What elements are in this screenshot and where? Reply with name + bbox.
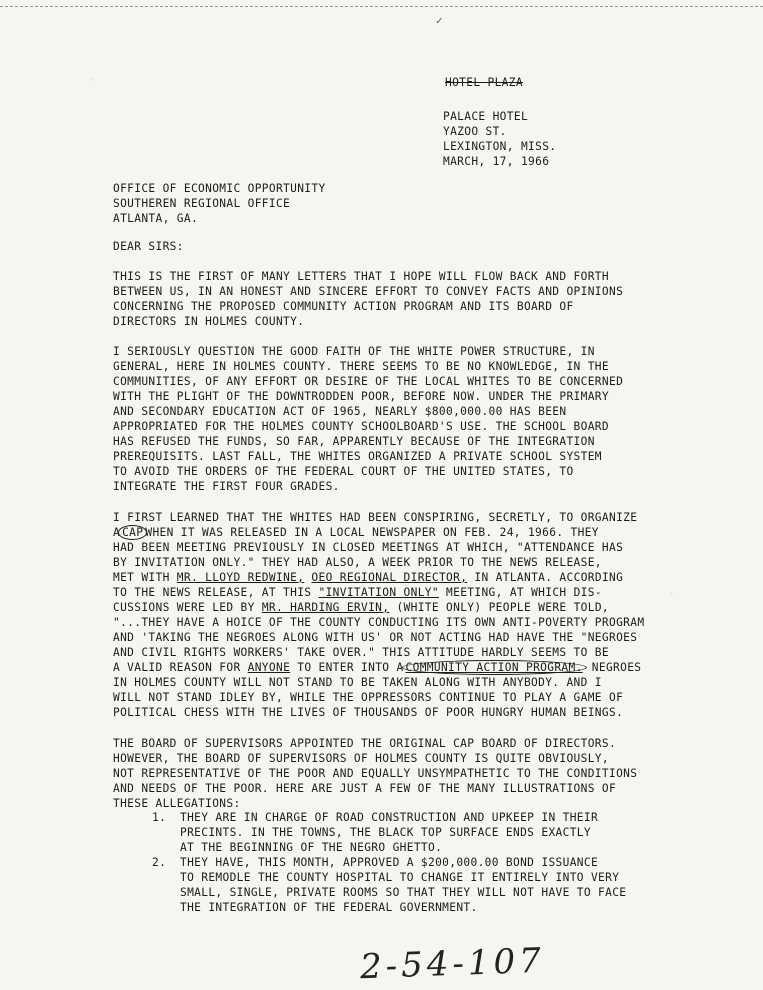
underlined-oeo-director: OEO REGIONAL DIRECTOR, — [311, 571, 468, 584]
para3-line: WILL NOT STAND IDLEY BY, WHILE THE OPPRESSORS CONTINUE TO PLAY A GAME OF — [113, 691, 624, 704]
address-line-1: PALACE HOTEL — [443, 110, 529, 123]
para3-text: MEETING, AT WHICH DIS- — [446, 586, 602, 599]
list-item-line: TO REMODLE THE COUNTY HOSPITAL TO CHANGE IT ENTIRELY INTO VERY — [180, 871, 620, 884]
letter-date: MARCH, 17, 1966 — [443, 155, 550, 168]
list-item-line: THE INTEGRATION OF THE FEDERAL GOVERNMENT. — [180, 901, 478, 914]
para3-line: AND CIVIL RIGHTS WORKERS' TAKE OVER." THIS ATTITUDE HARDLY SEEMS TO BE — [113, 646, 609, 659]
para4-line: THESE ALLEGATIONS: — [113, 797, 241, 810]
para3-line: AND 'TAKING THE NEGROES ALONG WITH US' OR NOT ACTING HAD HAVE THE "NEGROES — [113, 631, 638, 644]
para2-line: COMMUNITIES, OF ANY EFFORT OR DESIRE OF THE LOCAL WHITES TO BE CONCERNED — [113, 375, 624, 388]
para2-line: APPROPRIATED FOR THE HOLMES COUNTY SCHOOLBOARD'S USE. THE SCHOOL BOARD — [113, 420, 609, 433]
para1-line: CONCERNING THE PROPOSED COMMUNITY ACTION PROGRAM AND ITS BOARD OF — [113, 300, 574, 313]
address-line-2: YAZOO ST. — [443, 125, 507, 138]
para3-text: IN ATLANTA. ACCORDING — [474, 571, 624, 584]
top-perforation — [0, 6, 763, 7]
underlined-name-redwine: MR. LLOYD REDWINE, — [176, 571, 305, 584]
para1-line: THIS IS THE FIRST OF MANY LETTERS THAT I HOPE WILL FLOW BACK AND FORTH — [113, 270, 609, 283]
underlined-anyone: ANYONE — [247, 661, 291, 674]
para2-line: HAS REFUSED THE FUNDS, SO FAR, APPARENTLY BECAUSE OF THE INTEGRATION — [113, 435, 595, 448]
salutation: DEAR SIRS: — [113, 240, 184, 253]
para3-line — [113, 586, 602, 599]
para3-text: WHEN IT WAS RELEASED IN A LOCAL NEWSPAPER ON FEB. 24, 1966. THEY — [145, 526, 599, 539]
para3-line: IN HOLMES COUNTY WILL NOT STAND TO BE TAKEN ALONG WITH ANYBODY. AND I — [113, 676, 602, 689]
address-line-3: LEXINGTON, MISS. — [443, 140, 557, 153]
para3-line: POLITICAL CHESS WITH THE LIVES OF THOUSANDS OF POOR HUNGRY HUMAN BEINGS. — [113, 706, 624, 719]
para3-line: BY INVITATION ONLY." THEY HAD ALSO, A WEEK PRIOR TO THE NEWS RELEASE, — [113, 556, 602, 569]
underlined-invitation-only: "INVITATION ONLY" — [318, 586, 439, 599]
list-item-number: 1. — [152, 811, 167, 824]
list-item-line: SMALL, SINGLE, PRIVATE ROOMS SO THAT THEY WILL NOT HAVE TO FACE — [180, 886, 627, 899]
para2-line: WITH THE PLIGHT OF THE DOWNTRODDEN POOR, BEFORE NOW. UNDER THE PRIMARY — [113, 390, 609, 403]
underlined-name-ervin: MR. HARDING ERVIN, — [261, 601, 390, 614]
handwritten-file-number: 2-54-107 — [359, 940, 546, 988]
para2-line: PREREQUISITS. LAST FALL, THE WHITES ORGANIZED A PRIVATE SCHOOL SYSTEM — [113, 450, 602, 463]
circled-cap: CAP — [118, 525, 147, 540]
para3-line: "...THEY HAVE A HOICE OF THE COUNTY CONDUCTING ITS OWN ANTI-POVERTY PROGRAM — [113, 616, 645, 629]
para3-text: TO ENTER INTO A — [297, 661, 404, 674]
list-item-line: PRECINTS. IN THE TOWNS, THE BLACK TOP SURFACE ENDS EXACTLY — [180, 826, 591, 839]
para3-line: I FIRST LEARNED THAT THE WHITES HAD BEEN CONSPIRING, SECRETLY, TO ORGANIZE — [113, 511, 638, 524]
para3-line — [113, 526, 599, 539]
recipient-line-1: OFFICE OF ECONOMIC OPPORTUNITY — [113, 182, 326, 195]
para3-text: A — [113, 526, 121, 539]
para3-text: CUSSIONS WERE LED BY — [113, 601, 255, 614]
list-item-line: THEY ARE IN CHARGE OF ROAD CONSTRUCTION AND UPKEEP IN THEIR — [180, 811, 599, 824]
list-item-line: AT THE BEGINNING OF THE NEGRO GHETTO. — [180, 841, 443, 854]
recipient-line-2: SOUTHEREN REGIONAL OFFICE — [113, 197, 291, 210]
para2-line: I SERIOUSLY QUESTION THE GOOD FAITH OF THE WHITE POWER STRUCTURE, IN — [113, 345, 595, 358]
para3-text: NEGROES — [591, 661, 642, 674]
list-item-number: 2. — [152, 856, 167, 869]
para2-line: GENERAL, HERE IN HOLMES COUNTY. THERE SEEMS TO BE NO KNOWLEDGE, IN THE — [113, 360, 609, 373]
para4-line: THE BOARD OF SUPERVISORS APPOINTED THE ORIGINAL CAP BOARD OF DIRECTORS. — [113, 737, 617, 750]
para3-text: (WHITE ONLY) PEOPLE WERE TOLD, — [396, 601, 610, 614]
para2-line: TO AVOID THE ORDERS OF THE FEDERAL COURT OF THE UNITED STATES, TO — [113, 465, 574, 478]
para3-line — [113, 661, 641, 674]
para1-line: DIRECTORS IN HOLMES COUNTY. — [113, 315, 305, 328]
para1-line: BETWEEN US, IN AN HONEST AND SINCERE EFFORT TO CONVEY FACTS AND OPINIONS — [113, 285, 624, 298]
para3-line: HAD BEEN MEETING PREVIOUSLY IN CLOSED MEETINGS AT WHICH, "ATTENDANCE HAS — [113, 541, 624, 554]
stray-mark: ✓ — [436, 14, 443, 27]
para4-line: AND NEEDS OF THE POOR. HERE ARE JUST A FEW OF THE MANY ILLUSTRATIONS OF — [113, 782, 617, 795]
para4-line: NOT REPRESENTATIVE OF THE POOR AND EQUALLY UNSYMPATHETIC TO THE CONDITIONS — [113, 767, 638, 780]
para2-line: AND SECONDARY EDUCATION ACT OF 1965, NEARLY $800,000.00 HAS BEEN — [113, 405, 567, 418]
recipient-line-3: ATLANTA, GA. — [113, 212, 199, 225]
struck-hotel-name: HOTEL PLAZA — [445, 76, 523, 89]
para2-line: INTEGRATE THE FIRST FOUR GRADES. — [113, 480, 340, 493]
para3-text: MET WITH — [113, 571, 170, 584]
para3-text: A VALID REASON FOR — [113, 661, 241, 674]
para4-line: HOWEVER, THE BOARD OF SUPERVISORS OF HOLMES COUNTY IS QUITE OBVIOUSLY, — [113, 752, 609, 765]
circled-community-action-program: COMMUNITY ACTION PROGRAM. — [402, 660, 587, 675]
para3-line — [113, 571, 623, 584]
para3-text: TO THE NEWS RELEASE, AT THIS — [113, 586, 312, 599]
para3-line — [113, 601, 609, 614]
list-item-line: THEY HAVE, THIS MONTH, APPROVED A $200,000.00 BOND ISSUANCE — [180, 856, 599, 869]
